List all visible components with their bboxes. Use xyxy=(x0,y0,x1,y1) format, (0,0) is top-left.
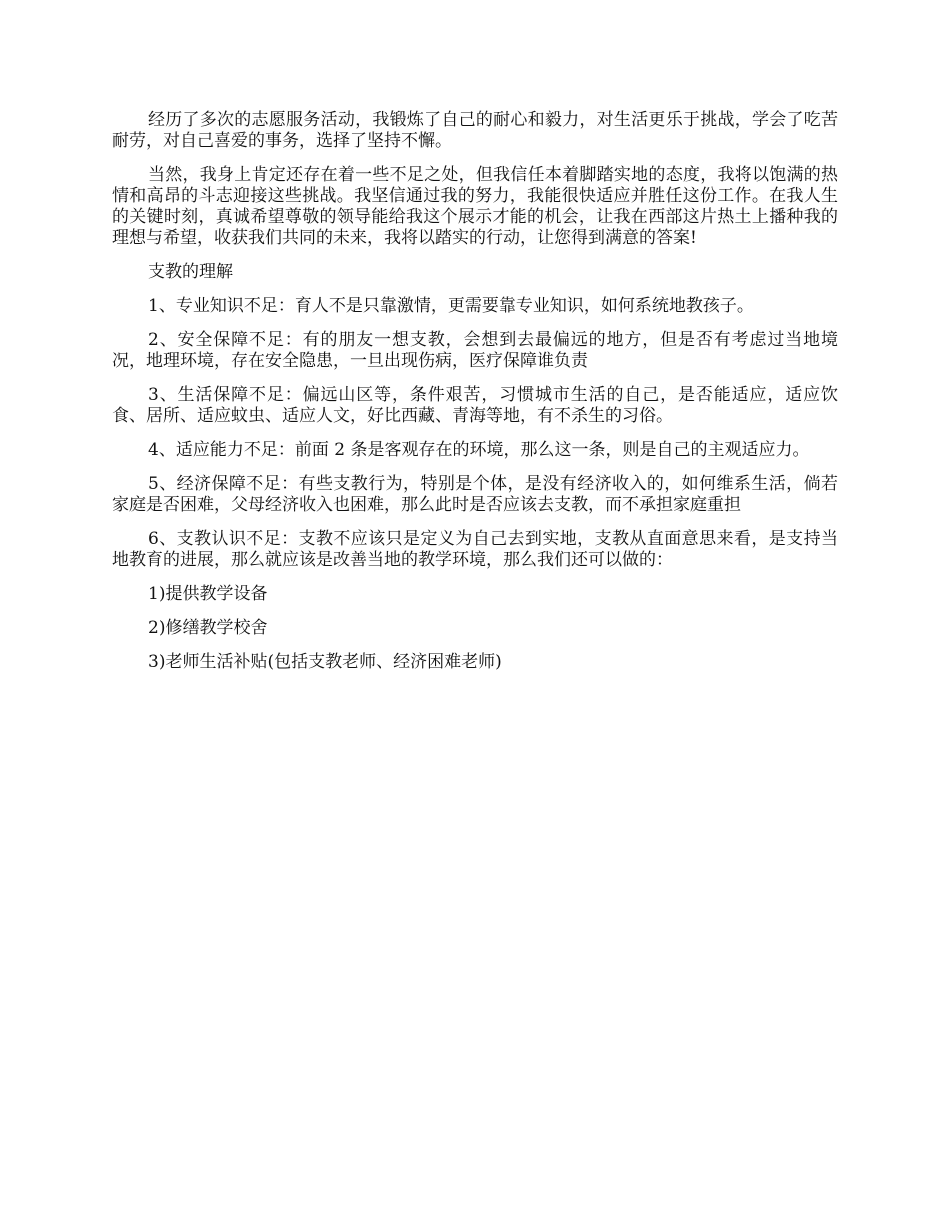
document-body xyxy=(112,110,838,686)
sub-item-teacher-subsidy: 3)老师生活补贴(包括支教老师、经济困难老师) xyxy=(148,652,502,672)
list-item-safety: 2、安全保障不足：有的朋友一想支教，会想到去最偏远的地方，但是否有考虑过当地境况，地理环境，存在安全隐患，一旦出现伤病，医疗保障谁负责 xyxy=(112,330,838,371)
list-item-professional-knowledge: 1、专业知识不足：育人不是只靠激情，更需要靠专业知识，如何系统地教孩子。 xyxy=(148,296,754,316)
paragraph-self-statement: 当然，我身上肯定还存在着一些不足之处，但我信任本着脚踏实地的态度，我将以饱满的热情和高昂的斗志迎接这些挑战。我坚信通过我的努力，我能很快适应并胜任这份工作。在我人生的关键时刻，真诚希望尊敬的领导能给我这个展示才能的机会，让我在西部这片热土上播种我的理想与希望，收获我们共同的未来，我将以踏实的行动，让您得到满意的答案! xyxy=(112,165,838,248)
section-heading: 支教的理解 xyxy=(148,262,233,282)
list-item-understanding: 6、支教认识不足：支教不应该只是定义为自己去到实地，支教从直面意思来看，是支持当地教育的进展，那么就应该是改善当地的教学环境，那么我们还可以做的： xyxy=(112,529,838,570)
list-item-living-conditions: 3、生活保障不足：偏远山区等，条件艰苦，习惯城市生活的自己，是否能适应，适应饮食、居所、适应蚊虫、适应人文，好比西藏、青海等地，有不杀生的习俗。 xyxy=(112,385,838,426)
paragraph-volunteer-experience: 经历了多次的志愿服务活动，我锻炼了自己的耐心和毅力，对生活更乐于挑战，学会了吃苦耐劳，对自己喜爱的事务，选择了坚持不懈。 xyxy=(112,110,838,151)
list-item-adaptability: 4、适应能力不足：前面 2 条是客观存在的环境，那么这一条，则是自己的主观适应力。 xyxy=(148,440,810,460)
sub-item-teaching-equipment: 1)提供教学设备 xyxy=(148,584,268,604)
list-item-economic-support: 5、经济保障不足：有些支教行为，特别是个体，是没有经济收入的，如何维系生活，倘若家庭是否困难，父母经济收入也困难，那么此时是否应该去支教，而不承担家庭重担 xyxy=(112,474,838,515)
sub-item-school-repair: 2)修缮教学校舍 xyxy=(148,618,268,638)
